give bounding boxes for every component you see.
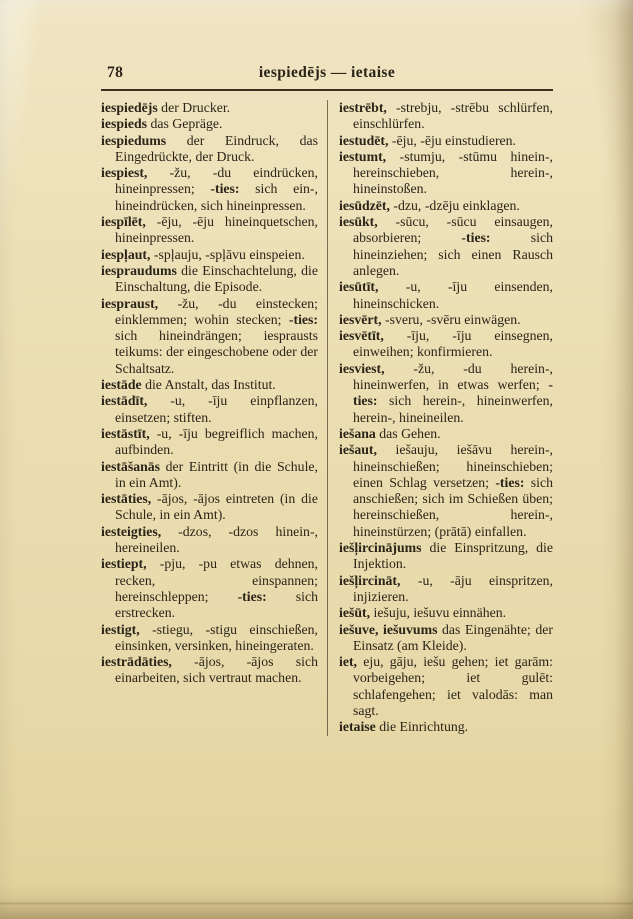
header-rule — [101, 89, 553, 91]
headword: iesviest, — [339, 360, 385, 376]
dictionary-entry — [339, 214, 553, 279]
definition-text: -sveru, -svēru einwägen. — [381, 311, 521, 327]
page-content — [101, 64, 553, 736]
definition-text: der Drucker. — [157, 100, 231, 115]
definition-text: sich hineinziehen; sich einen Rausch anlegen. — [353, 230, 553, 278]
headword: iespraust, — [101, 295, 159, 311]
running-head: iespiedējs — ietaise — [258, 64, 396, 81]
headword: -ties: — [288, 311, 318, 327]
definition-text: -ēju, -ēju hineinquetschen, hineinpressen. — [115, 214, 318, 246]
dictionary-entry — [339, 573, 553, 606]
dictionary-entry — [339, 654, 553, 719]
headword: iestiept, — [101, 556, 147, 572]
dictionary-entry — [339, 312, 553, 328]
definition-text: die Anstalt, das Institut. — [141, 377, 276, 393]
headword: iestigt, — [101, 621, 140, 637]
dictionary-entry — [101, 393, 318, 426]
headword: iespiest, — [101, 165, 148, 181]
dictionary-entry — [101, 133, 318, 166]
dictionary-entry — [339, 100, 553, 133]
headword: iet, — [339, 654, 358, 670]
dictionary-entry — [101, 459, 318, 492]
definition-text: -dzos, -dzos hinein-, hereineilen. — [115, 523, 318, 556]
definition-text: der Eintritt (in die Schule, in ein Amt). — [115, 458, 318, 490]
headword: iesvērt, — [339, 311, 382, 327]
definition-text: die Einschachtelung, die Einschaltung, die Episode. — [115, 262, 318, 295]
dictionary-entry — [339, 198, 553, 214]
headword: iešana — [339, 425, 376, 441]
definition-text: -ēju, -ēju einstudieren. — [388, 132, 517, 148]
definition-text: iešauju, iešāvu herein-, hineinschießen; hineinschieben; einen Schlag versetzen; — [353, 442, 553, 490]
headword: iesūkt, — [339, 214, 378, 230]
definition-text: -u, -īju einsenden, hineinschicken. — [353, 279, 553, 311]
headword: iešļircinājums — [339, 540, 422, 556]
dictionary-entry — [101, 377, 318, 393]
headword: iespļaut, — [101, 246, 151, 262]
definition-text: -strebju, -strēbu schlürfen, einschlürfen. — [353, 100, 553, 132]
headword: iešļircināt, — [339, 572, 401, 588]
dictionary-entry — [339, 149, 553, 198]
headword: iestrēbt, — [339, 100, 387, 115]
dictionary-entry — [101, 263, 318, 296]
dictionary-entry — [339, 540, 553, 573]
headword: iesūdzēt, — [339, 197, 390, 213]
dictionary-entry — [339, 719, 553, 735]
dictionary-entry — [339, 426, 553, 442]
headword: iešuve, iešuvums — [339, 621, 438, 637]
definition-text: -žu, -du einstecken; einklemmen; wohin stecken; — [115, 295, 318, 327]
headword: ietaise — [339, 719, 376, 735]
definition-text: -stiegu, -stigu einschießen, einsinken, versinken, hineingeraten. — [115, 621, 318, 653]
dictionary-columns — [101, 100, 553, 736]
definition-text: sich erstrecken. — [115, 588, 318, 621]
definition-text: -u, -āju einspritzen, injizieren. — [353, 572, 553, 604]
headword: iestāties, — [101, 491, 152, 507]
headword: iestāšanās — [101, 458, 161, 474]
definition-text: -dzu, -dzēju einklagen. — [389, 197, 520, 213]
headword: -ties: — [353, 377, 553, 409]
left-column — [101, 100, 327, 736]
definition-text: -ājos, -ājos eintreten (in die Schule, in ein Amt). — [115, 491, 318, 523]
dictionary-entry — [101, 247, 318, 263]
dictionary-entry — [101, 426, 318, 459]
headword: iesūtīt, — [339, 279, 379, 295]
headword: iestrādāties, — [101, 654, 172, 670]
dictionary-entry — [101, 214, 318, 247]
page-number: 78 — [107, 64, 124, 81]
headword: -ties: — [495, 474, 525, 490]
definition-text: -žu, -du eindrücken, hineinpressen; — [115, 165, 318, 197]
definition-text: eju, gāju, iešu gehen; iet garām: vorbeigehen; iet gulēt: schlafengehen; iet valodās: man sagt. — [353, 654, 553, 718]
definition-text: -u, -īju einpflanzen, einsetzen; stiften. — [115, 393, 318, 425]
definition-text: der Eindruck, das Eingedrückte, der Druck. — [115, 132, 318, 164]
dictionary-entry — [101, 165, 318, 214]
dictionary-entry — [101, 116, 318, 132]
definition-text: die Einspritzung, die Injektion. — [353, 540, 553, 572]
headword: iespīlēt, — [101, 214, 146, 230]
definition-text: -pju, -pu etwas dehnen, recken, einspannen; hereinschleppen; — [115, 556, 318, 604]
headword: -ties: — [210, 181, 240, 197]
definition-text: sich hineindrängen; iesprausts teikums: der eingeschobene oder der Schaltsatz. — [115, 328, 318, 376]
dictionary-entry — [101, 556, 318, 621]
definition-text: sich herein-, hineinwerfen, herein-, hineineilen. — [353, 393, 553, 425]
headword: iespraudums — [101, 262, 177, 278]
definition-text: -ājos, -ājos sich einarbeiten, sich vertraut machen. — [115, 654, 318, 686]
dictionary-entry — [339, 605, 553, 621]
headword: -ties: — [237, 588, 267, 604]
dictionary-entry — [339, 133, 553, 149]
dictionary-entry — [339, 361, 553, 426]
dictionary-entry — [101, 491, 318, 524]
definition-text: iešuju, iešuvu einnähen. — [370, 605, 507, 621]
headword: -ties: — [461, 230, 491, 246]
headword: iestāstīt, — [101, 425, 150, 441]
definition-text: -īju, -īju einsegnen, einweihen; konfirmieren. — [353, 328, 553, 360]
dictionary-entry — [101, 622, 318, 655]
definition-text: das Eingenähte; der Einsatz (am Kleide). — [353, 621, 553, 653]
definition-text: das Gehen. — [375, 425, 441, 441]
definition-text: sich ein-, hineindrücken, sich hineinpressen. — [115, 181, 318, 213]
headword: iespieds — [101, 116, 147, 132]
definition-text: sich anschießen; sich im Schießen üben; hereinschießen, herein-, hineinstürzen; (prātā) einfallen. — [353, 474, 553, 539]
dictionary-entry — [339, 622, 553, 655]
definition-text: das Gepräge. — [147, 116, 223, 132]
page-header — [101, 64, 553, 86]
headword: iespiedums — [101, 132, 167, 148]
dictionary-entry — [101, 100, 318, 116]
headword: iestāde — [101, 377, 142, 393]
headword: iesteigties, — [101, 523, 162, 539]
headword: iespiedējs — [101, 100, 158, 115]
headword: iesvētīt, — [339, 328, 384, 344]
dictionary-entry — [339, 328, 553, 361]
dictionary-entry — [101, 296, 318, 377]
headword: iešūt, — [339, 605, 371, 621]
headword: iestādīt, — [101, 393, 148, 409]
headword: iešaut, — [339, 442, 377, 458]
right-column — [327, 100, 553, 736]
definition-text: -žu, -du herein-, hineinwerfen, in etwas werfen; — [353, 360, 553, 393]
definition-text: -u, -īju begreiflich machen, aufbinden. — [115, 425, 318, 458]
definition-text: die Einrichtung. — [375, 719, 469, 735]
dictionary-entry — [339, 442, 553, 540]
headword: iestumt, — [339, 148, 387, 164]
definition-text: -spļauju, -spļāvu einspeien. — [150, 246, 305, 262]
definition-text: -stumju, -stūmu hinein-, hereinschieben, herein-, hineinstoßen. — [353, 148, 553, 197]
dictionary-entry — [101, 524, 318, 557]
headword: iestudēt, — [339, 132, 389, 148]
definition-text: -sūcu, -sūcu einsaugen, absorbieren; — [353, 214, 553, 246]
dictionary-entry — [101, 654, 318, 687]
dictionary-entry — [339, 279, 553, 312]
